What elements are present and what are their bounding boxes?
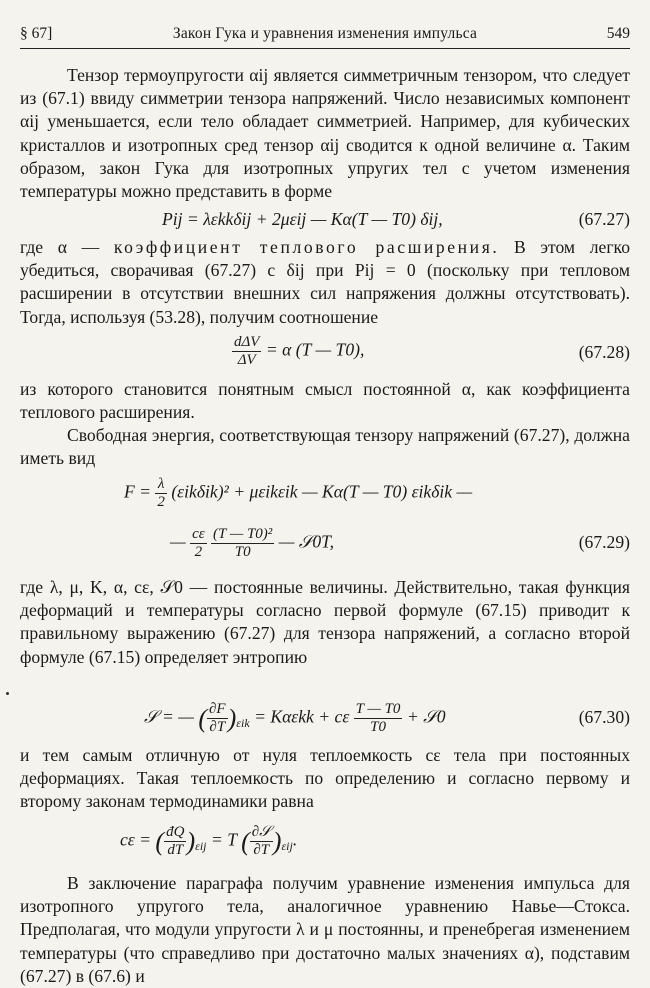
fraction-denominator: ∂T <box>253 841 270 858</box>
paragraph-5: где λ, μ, K, α, cε, 𝒮0 — постоянные величины. Действительно, такая функция деформаций и температуры согласно первой формуле (67.15) приводит к правильному выражению (67.27) для тензора напряжений, а согласно второй формуле (67.15) определяет энтропию <box>20 577 630 667</box>
paragraph-2-rest: В этом легко убедиться, сворачивая (67.27) с δij при Pij = 0 (поскольку при тепловом расширении в отсутствии внешних сил напряжения должны отсутствовать). Тогда, используя (53.28), получим соотношение <box>20 237 630 327</box>
paragraph-2-start: где α — <box>20 237 114 257</box>
fraction-numerator: (T — T0)² <box>213 525 273 542</box>
fraction-denominator: T0 <box>370 718 386 735</box>
fraction-numerator: ∂F <box>209 700 226 717</box>
left-paren: ( <box>241 826 250 856</box>
equation-67-28 <box>20 328 630 378</box>
eq29-line-2-end: — 𝒮0T, <box>278 531 335 552</box>
fraction-dV-over-V <box>232 334 261 369</box>
fraction-dQ-dT <box>164 824 186 859</box>
fraction-numerator: đQ <box>166 823 185 840</box>
page-body <box>20 64 630 988</box>
equation-67-27 <box>20 204 630 236</box>
paragraph-7: В заключение параграфа получим уравнение изменения импульса для изотропного упругого тела, аналогичное уравнению Навье—Стокса. Предполагая, что модули упругости λ и μ постоянны, и пренебрегая изменением температуры (что справедливо при достаточно малых значениях α), подставим (67.27) в (67.6) и <box>20 873 630 986</box>
right-paren: ) <box>186 826 196 856</box>
eq29-lhs: F = <box>124 481 156 502</box>
eq30-subscript: εik <box>236 715 250 730</box>
equation-67-30 <box>20 692 630 744</box>
fraction-denominator: ∂T <box>209 718 226 735</box>
fraction-denominator: 2 <box>194 543 203 560</box>
eq5-end: . <box>292 829 298 850</box>
running-header <box>20 22 630 49</box>
equation-67-29-line-2-formula <box>170 526 334 561</box>
equation-heat-capacity <box>20 814 630 868</box>
fraction-numerator: cε <box>192 525 205 542</box>
equation-heat-capacity-formula <box>120 824 297 859</box>
eq29-line-1-rest: (εikδik)² + μεikεik — Kα(T — T0) εikδik — <box>171 481 473 502</box>
fraction-lambda-over-2 <box>155 476 167 511</box>
equation-67-30-number: (67.30) <box>578 707 630 728</box>
fraction-numerator: dΔV <box>234 334 260 350</box>
eq30-rhs: + 𝒮0 <box>406 706 446 727</box>
right-paren: ) <box>227 703 237 733</box>
fraction-denominator: 2 <box>157 493 165 510</box>
equation-67-29-line-2 <box>20 516 630 570</box>
running-title: Закон Гука и уравнения изменения импульса <box>172 25 478 42</box>
equation-67-28-formula <box>232 334 364 369</box>
equation-67-27-formula: Pij = λεkkδij + 2μεij — Kα(T — T0) δij, <box>162 209 443 230</box>
fraction-numerator: ∂𝒮 <box>251 823 271 840</box>
paragraph-2 <box>20 236 630 328</box>
right-paren: ) <box>272 826 282 856</box>
eq5-subscript-2: εij <box>281 838 293 853</box>
term-thermal-expansion: коэффициент теплового расширения. <box>113 237 500 257</box>
fraction-denominator: T0 <box>234 543 251 560</box>
eq5-mid: = T <box>210 829 237 850</box>
fraction-ce-over-2 <box>190 526 207 561</box>
eq29-line-2-start: — <box>170 531 186 552</box>
fraction-temp-over-T0 <box>354 701 403 736</box>
page-number: 549 <box>606 25 630 42</box>
paragraph-4: Свободная энергия, соответствующая тензору напряжений (67.27), должна иметь вид <box>20 425 630 469</box>
section-ref: § 67] <box>20 25 53 42</box>
fraction-dS-dT <box>250 824 273 859</box>
fraction-denominator: dT <box>167 841 184 858</box>
eq5-lhs: cε = <box>120 829 152 850</box>
equation-67-28-rhs: = α (T — T0), <box>265 339 365 360</box>
eq30-lhs: 𝒮 = — <box>144 706 194 727</box>
equation-67-29-line-1-formula <box>124 476 472 511</box>
left-paren: ( <box>155 826 165 856</box>
fraction-numerator: T — T0 <box>355 700 401 717</box>
margin-dot <box>6 692 9 695</box>
eq30-mid: = Kαεkk + cε <box>254 706 350 727</box>
equation-67-28-number: (67.28) <box>578 342 630 363</box>
equation-67-27-number: (67.27) <box>578 209 630 230</box>
paragraph-1: Тензор термоупругости αij является симметричным тензором, что следует из (67.1) ввиду симметрии тензора напряжений. Число независимых компонент αij уменьшается, если тело обладает симметрией. Например, для кубических кристаллов и изотропных сред тензор αij сводится к одной величине α. Таким образом, закон Гука для изотропных упругих тел с учетом изменения температуры можно представить в форме <box>20 65 630 202</box>
eq5-subscript-1: εij <box>195 838 207 853</box>
equation-67-29-number: (67.29) <box>578 532 630 553</box>
paragraph-3: из которого становится понятным смысл постоянной α, как коэффициента теплового расширения. <box>20 379 630 423</box>
equation-67-29-line-1 <box>20 470 630 516</box>
left-paren: ( <box>198 703 208 733</box>
fraction-denominator: ΔV <box>237 352 256 368</box>
fraction-numerator: λ <box>155 476 167 494</box>
fraction-temp-squared-over-T0 <box>211 526 274 561</box>
paragraph-6: и тем самым отличную от нуля теплоемкость cε тела при постоянных деформациях. Такая теплоемкость по определению и согласно первому и второму законам термодинамики равна <box>20 745 630 812</box>
fraction-dF-dT <box>207 701 228 736</box>
equation-67-30-formula <box>144 701 446 736</box>
